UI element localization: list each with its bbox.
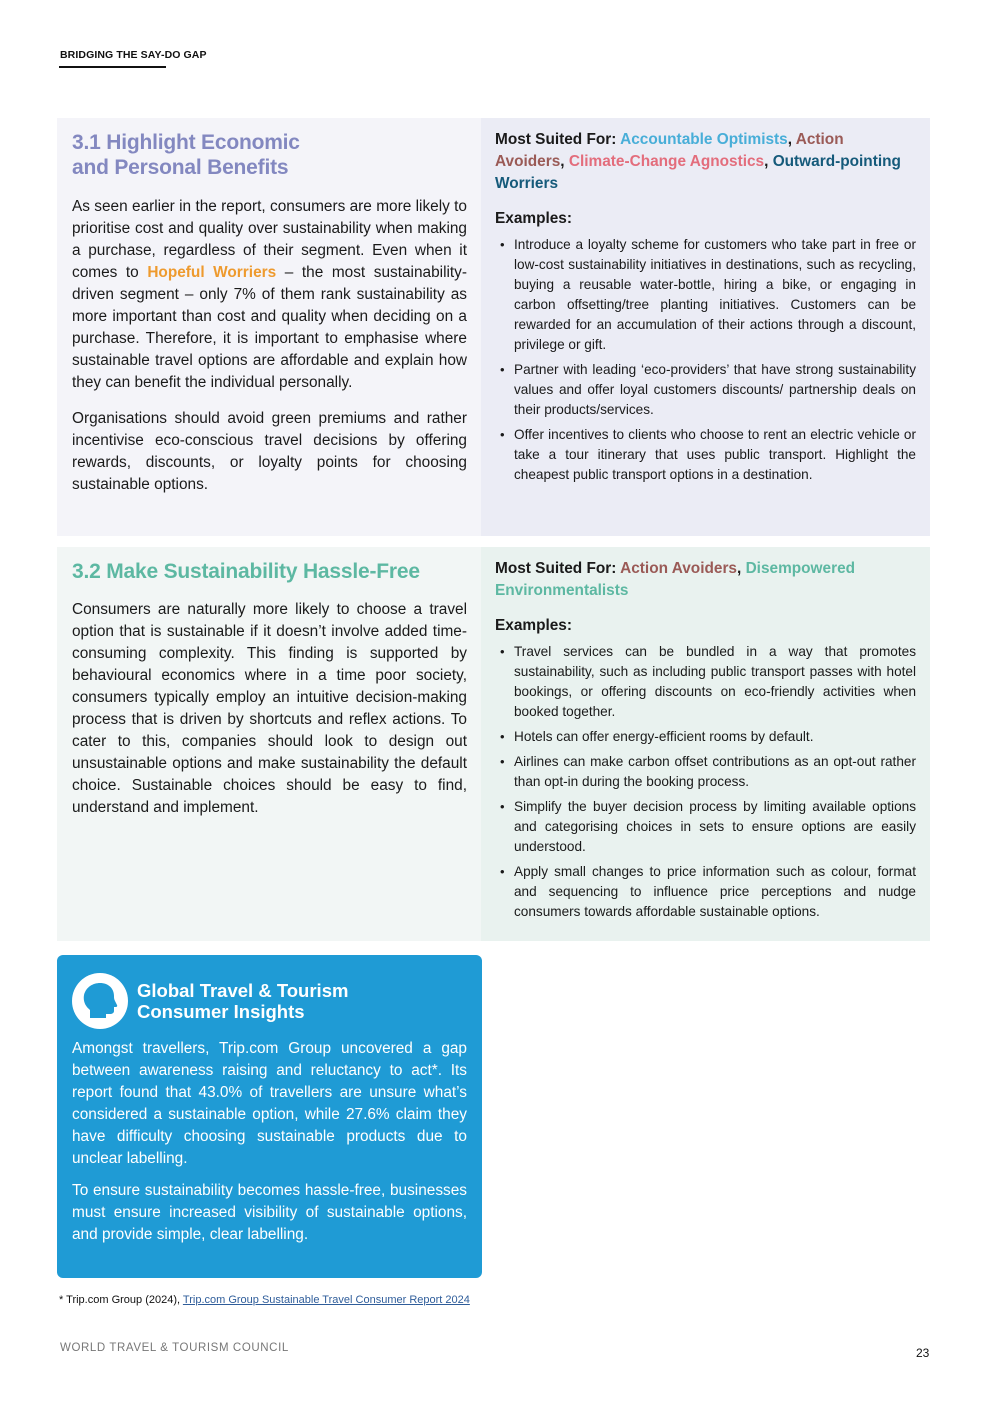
footnote-text: * Trip.com Group (2024),	[59, 1294, 183, 1306]
separator: ,	[737, 560, 746, 577]
most-suited-label: Most Suited For:	[495, 560, 617, 577]
section-3-1-title-line2: and Personal Benefits	[72, 156, 289, 179]
section-3-1-paragraph-1	[72, 196, 467, 394]
segment-climate-change-agnostics: Climate-Change Agnostics	[568, 153, 765, 170]
separator: ,	[560, 153, 569, 170]
segment-action-avoiders: Action Avoiders	[495, 131, 844, 170]
section-3-2-body	[57, 547, 481, 941]
example-item: • Partner with leading ‘eco-providers’ that have strong sustainability values and offer loyal customers discounts/ partnership deals on their products/services.	[514, 360, 916, 420]
running-header-title: BRIDGING THE SAY-DO GAP	[60, 49, 207, 61]
insight-paragraph-1: Amongst travellers, Trip.com Group uncovered a gap between awareness raising and reluctancy to act*. Its report found that 43.0% of travellers are unsure what’s considered a sustainable option, while 27.6% claim they have difficulty choosing sustainable products due to unclear labelling.	[72, 1040, 467, 1167]
insight-title	[137, 980, 348, 1022]
separator: ,	[764, 153, 773, 170]
section-3-1-body	[57, 118, 481, 536]
most-suited-for	[495, 558, 916, 602]
example-item: • Simplify the buyer decision process by limiting available options and categorising choices in sets to ensure options are easily understood.	[514, 797, 916, 857]
segment-action-avoiders: Action Avoiders	[620, 560, 737, 577]
examples-heading: Examples:	[495, 210, 572, 227]
example-item: • Travel services can be bundled in a way that promotes sustainability, such as including public transport passes with hotel bookings, or offering discounts on eco-friendly activities when booked together.	[514, 642, 916, 722]
segment-hopeful-worriers: Hopeful Worriers	[147, 264, 277, 281]
segment-outward-pointing-worriers: Outward-pointing Worriers	[495, 153, 901, 192]
segment-accountable-optimists: Accountable Optimists	[620, 131, 788, 148]
footer-organisation: WORLD TRAVEL & TOURISM COUNCIL	[60, 1342, 289, 1354]
page-number: 23	[916, 1346, 930, 1360]
header-underline	[59, 66, 166, 68]
footnote-report-link[interactable]: Trip.com Group Sustainable Travel Consumer Report 2024	[182, 1294, 470, 1306]
examples-list	[495, 235, 916, 485]
insight-paragraph-2: To ensure sustainability becomes hassle-free, businesses must ensure increased visibility of sustainable options, and provide simple, clear labelling.	[72, 1182, 467, 1243]
section-3-2	[57, 547, 930, 941]
example-item: • Apply small changes to price information such as colour, format and sequencing to influence price perceptions and nudge consumers towards affordable sustainable options.	[514, 862, 916, 922]
section-3-2-paragraph-1: Consumers are naturally more likely to choose a travel option that is sustainable if it doesn’t involve added time-consuming complexity. This finding is supported by behavioural economics where in a time poor society, consumers typically employ an intuitive decision-making process that is driven by shortcuts and reflex actions. To cater to this, companies should look to design out unsustainable options and make sustainability the default choice. Sustainable choices should be easy to find, understand and implement.	[72, 601, 467, 816]
consumer-insights-box	[57, 955, 482, 1278]
example-item: • Hotels can offer energy-efficient rooms by default.	[514, 727, 916, 747]
example-item: • Airlines can make carbon offset contributions as an opt-out rather than opt-in during the booking process.	[514, 752, 916, 792]
insight-header	[72, 973, 467, 1029]
paragraph-text: – the most sustainability-driven segment – only 7% of them rank sustainability as more important than cost and quality when deciding on a purchase. Therefore, it is important to emphasise where sustainable travel options are affordable and explain how they can benefit the individual personally.	[72, 264, 468, 391]
paragraph-text: As seen earlier in the report, consumers are more likely to prioritise cost and quality over sustainability when making a purchase, regardless of their segment. Even when it comes to	[72, 198, 467, 281]
section-3-2-title: 3.2 Make Sustainability Hassle-Free	[72, 560, 420, 583]
insight-title-line2: Consumer Insights	[137, 1001, 305, 1022]
section-3-1-sidebar	[481, 118, 930, 536]
head-profile-icon	[72, 973, 128, 1029]
footnote	[59, 1294, 470, 1306]
examples-heading: Examples:	[495, 617, 572, 634]
examples-list	[495, 642, 916, 922]
section-3-1-paragraph-2: Organisations should avoid green premiums and rather incentivise eco-conscious travel decisions by offering rewards, discounts, or loyalty points for choosing sustainable options.	[72, 410, 467, 493]
example-item: • Introduce a loyalty scheme for customers who take part in free or low-cost sustainability initiatives in destinations, such as recycling, buying a reusable water-bottle, hiring a bike, or engaging in carbon offsetting/tree planting initiatives. Customers can be rewarded for an accumulation of their actions through a discount, privilege or gift.	[514, 235, 916, 355]
insight-title-line1: Global Travel & Tourism	[137, 980, 349, 1001]
most-suited-for	[495, 129, 916, 195]
section-3-1-title-line1: 3.1 Highlight Economic	[72, 131, 300, 154]
section-3-1	[57, 118, 930, 536]
section-3-2-sidebar	[481, 547, 930, 941]
segment-disempowered-environmentalists: Disempowered Environmentalists	[495, 560, 856, 599]
section-3-1-title	[72, 130, 467, 180]
separator: ,	[787, 131, 796, 148]
most-suited-label: Most Suited For:	[495, 131, 617, 148]
example-item: • Offer incentives to clients who choose to rent an electric vehicle or take a tour itinerary that uses public transport. Highlight the cheapest public transport options in a destination.	[514, 425, 916, 485]
